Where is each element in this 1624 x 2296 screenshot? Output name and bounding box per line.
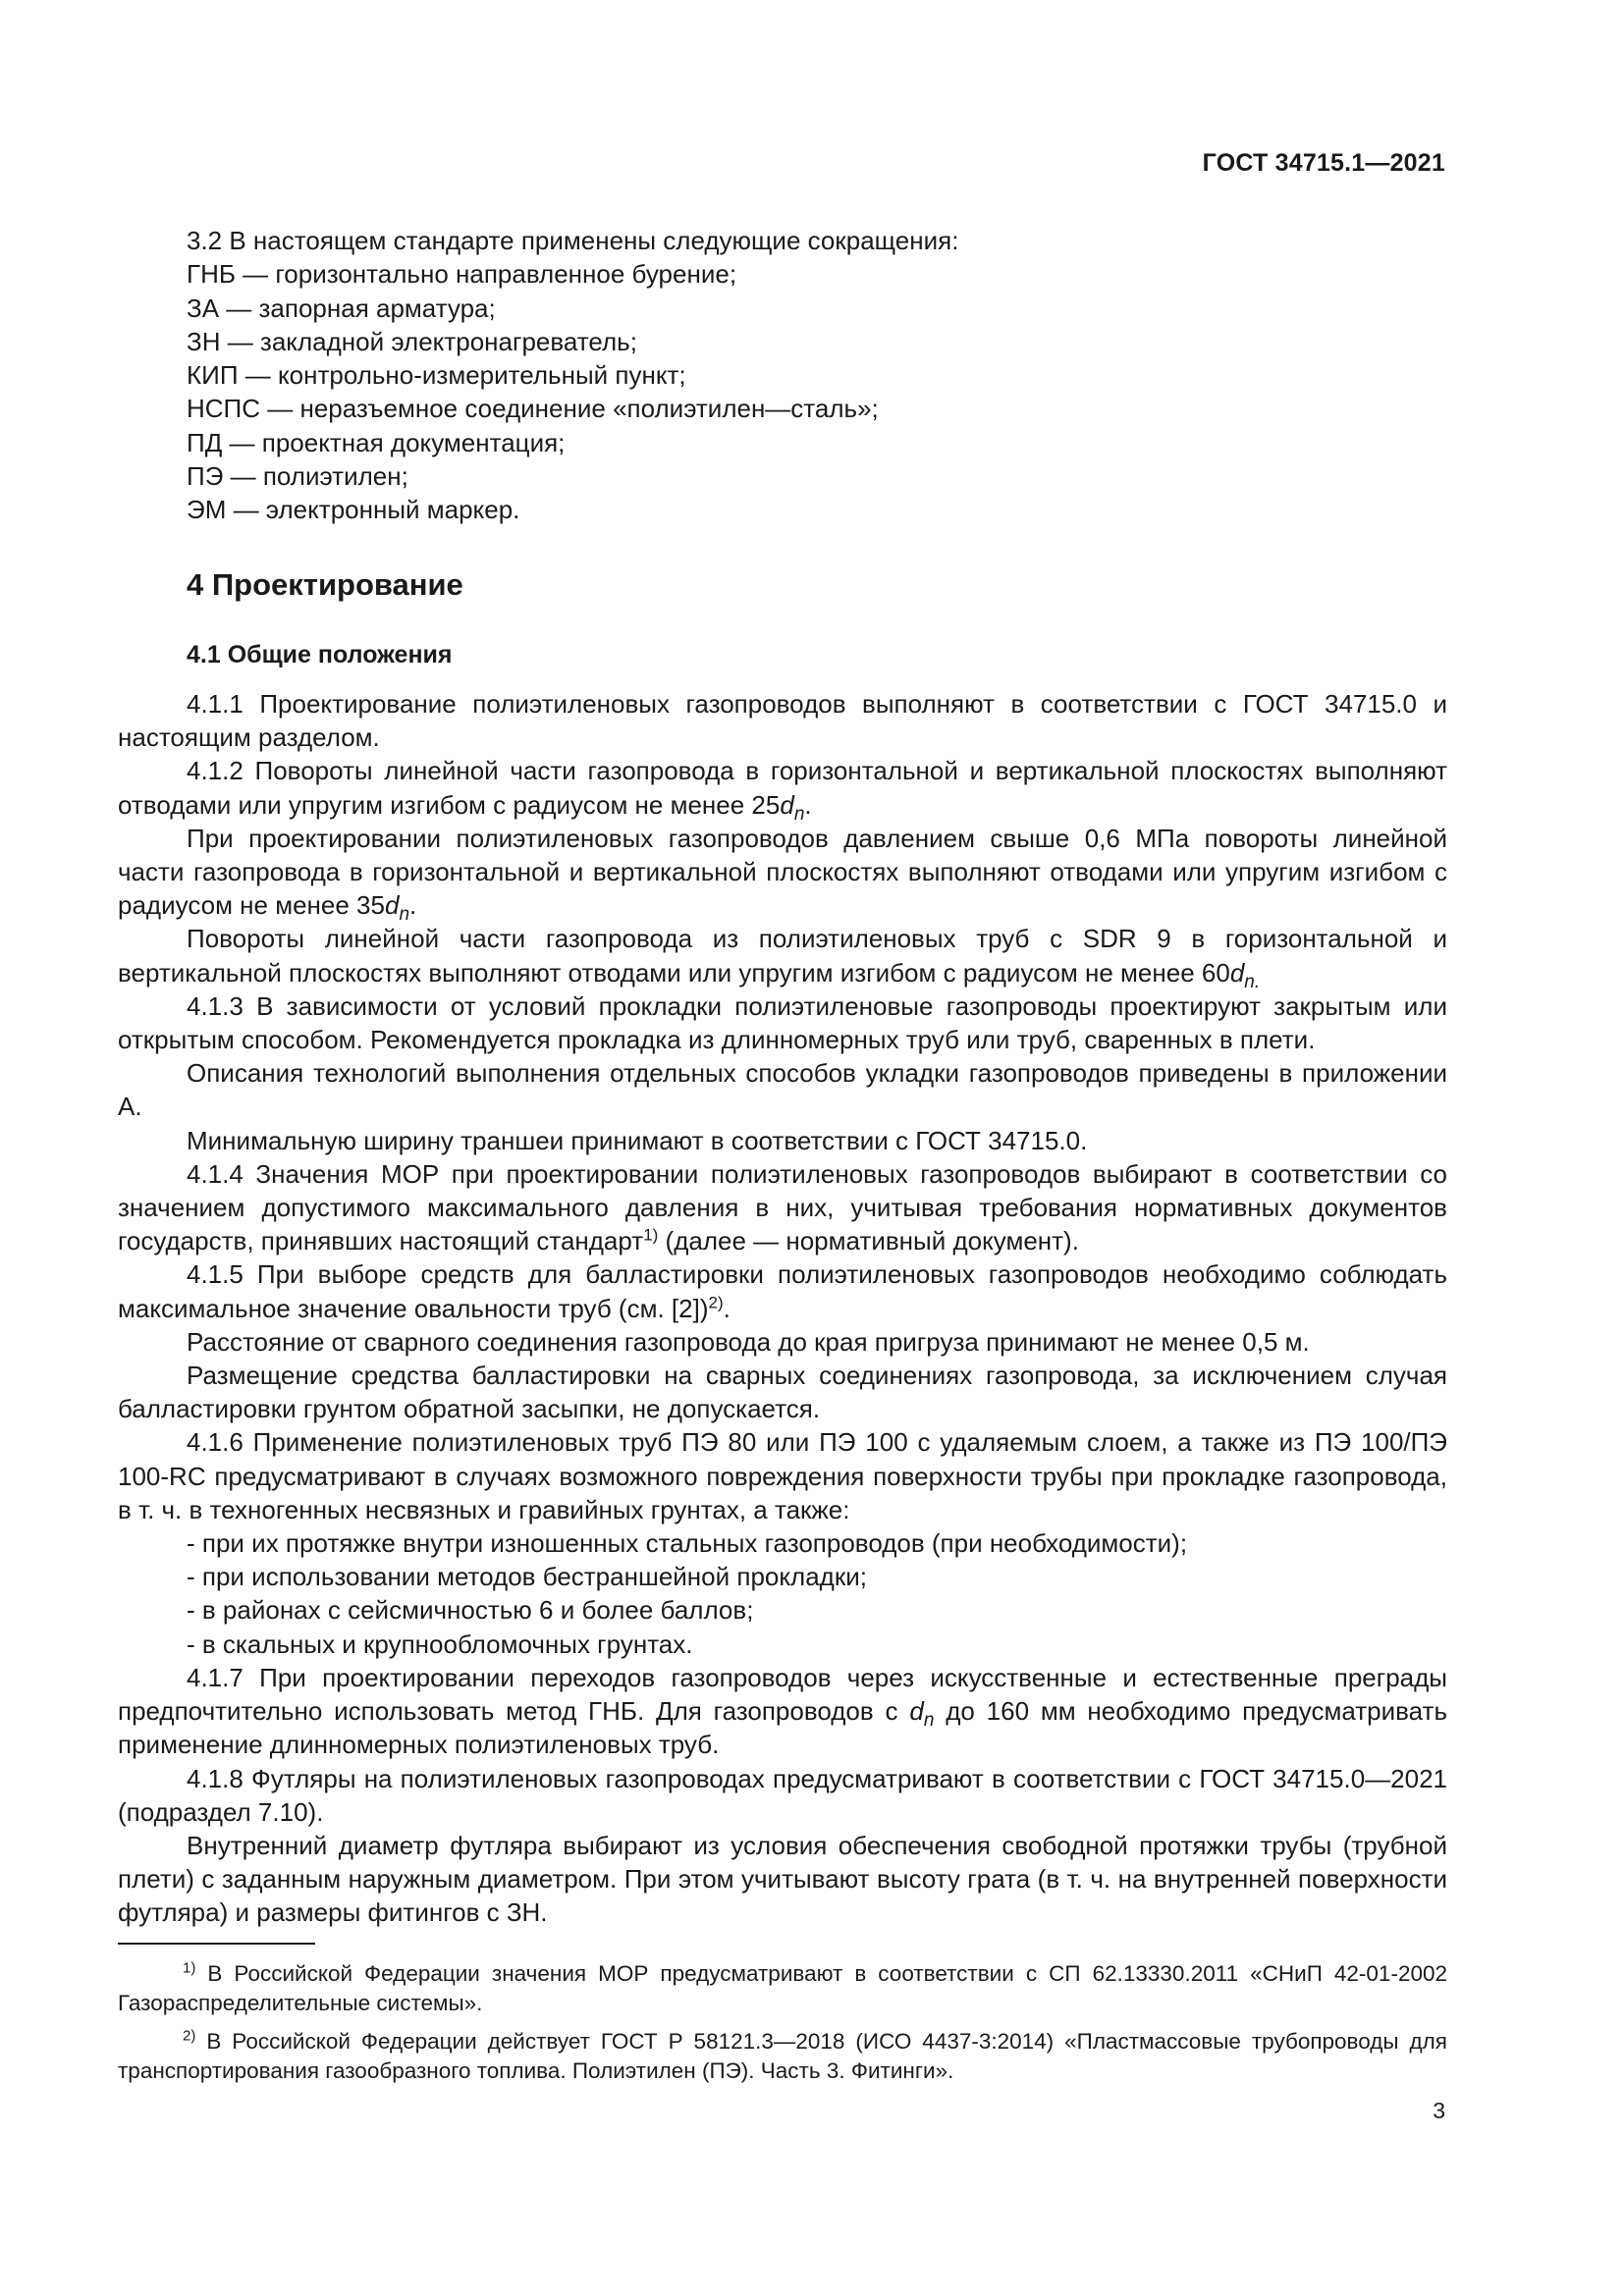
abbreviations-block bbox=[187, 224, 958, 527]
subsection-title: 4.1 Общие положения bbox=[187, 641, 453, 668]
paragraph-text: 4.1.4 Значения МОР при проектировании полиэтиленовых газопроводов выбирают в соответствии со значением допустимого максимального давления в них, учитывая требования нормативных документов государств, принявших настоящий стандарт bbox=[118, 1158, 1447, 1256]
paragraph-4-1-5 bbox=[118, 1257, 1447, 1324]
paragraph-4-1-3: 4.1.3 В зависимости от условий прокладки полиэтиленовые газопроводы проектируют закрытым или открытым способом. Рекомендуется прокладка из длинномерных труб или труб, сваренных в плети. bbox=[118, 990, 1447, 1055]
body-text bbox=[118, 687, 1447, 1930]
period: . bbox=[804, 789, 812, 820]
section-title: 4 Проектирование bbox=[187, 567, 463, 602]
period: . bbox=[409, 890, 417, 921]
abbreviation-item: ЗА — запорная арматура; bbox=[187, 293, 496, 323]
variable-d: d bbox=[384, 890, 400, 921]
list-item: - при их протяжке внутри изношенных стальных газопроводов (при необходимости); bbox=[187, 1528, 1188, 1559]
footnote-mark: 1) bbox=[183, 1959, 196, 1977]
abbreviation-item: ПЭ — полиэтилен; bbox=[187, 461, 408, 492]
paragraph-4-1-2-c bbox=[118, 922, 1447, 992]
paragraph-4-1-2-b bbox=[118, 822, 1447, 926]
subscript-n: n bbox=[399, 904, 410, 926]
paragraph-4-1-7 bbox=[118, 1661, 1447, 1762]
period: . bbox=[1254, 971, 1261, 992]
footnote-ref-1: 1) bbox=[643, 1225, 659, 1245]
abbreviation-item: ЭМ — электронный маркер. bbox=[187, 495, 520, 525]
abbreviation-item: ЗН — закладной электронагреватель; bbox=[187, 326, 637, 356]
paragraph-4-1-3-b: Описания технологий выполнения отдельных способов укладки газопроводов приведены в приложении А. bbox=[118, 1058, 1447, 1122]
abbreviations-intro: 3.2 В настоящем стандарте применены следующие сокращения: bbox=[187, 226, 959, 255]
list-item: - в скальных и крупнообломочных грунтах. bbox=[187, 1629, 693, 1659]
paragraph-4-1-6: 4.1.6 Применение полиэтиленовых труб ПЭ 80 или ПЭ 100 с удаляемым слоем, а также из ПЭ 100/ПЭ 100-RC предусматривают в случаях возможного повреждения поверхности трубы при прокладке газопровода, в т. ч. в техногенных несвязных и гравийных грунтах, а также: bbox=[118, 1427, 1447, 1524]
paragraph-text: до 160 мм необходимо предусматривать применение длинномерных полиэтиленовых труб. bbox=[118, 1696, 1447, 1760]
footnote-text: В Российской Федерации действует ГОСТ Р 58121.3—2018 (ИСО 4437-3:2014) «Пластмассовые трубопроводы для транспортирования газообразного топлива. Полиэтилен (ПЭ). Часть 3. Фитинги». bbox=[118, 2029, 1447, 2083]
paragraph-text: (далее — нормативный документ). bbox=[658, 1226, 1079, 1256]
variable-d: d bbox=[1229, 957, 1245, 988]
paragraph-text: При проектировании полиэтиленовых газопроводов давлением свыше 0,6 МПа повороты линейной части газопровода в горизонтальной и вертикальной плоскостях выполняют отводами или упругим изгибом с радиусом не менее 35 bbox=[118, 823, 1447, 921]
document-code-header: ГОСТ 34715.1—2021 bbox=[1202, 149, 1445, 177]
footnote-separator bbox=[118, 1943, 315, 1945]
period: . bbox=[723, 1293, 731, 1323]
abbreviation-item: ПД — проектная документация; bbox=[187, 427, 566, 457]
paragraph-text: Повороты линейной части газопровода из полиэтиленовых труб с SDR 9 в горизонтальной и вертикальной плоскостях выполняют отводами или упругим изгибом с радиусом не менее 60 bbox=[118, 924, 1447, 988]
paragraph-4-1-3-c: Минимальную ширину траншеи принимают в соответствии с ГОСТ 34715.0. bbox=[187, 1125, 1088, 1155]
paragraph-4-1-2 bbox=[118, 754, 1447, 825]
abbreviation-item: ГНБ — горизонтально направленное бурение; bbox=[187, 259, 737, 290]
variable-d: d bbox=[909, 1696, 924, 1727]
footnote-ref-2: 2) bbox=[708, 1293, 724, 1311]
paragraph-4-1-1: 4.1.1 Проектирование полиэтиленовых газопроводов выполняют в соответствии с ГОСТ 34715.0 и настоящим разделом. bbox=[118, 689, 1447, 753]
abbreviation-item: КИП — контрольно-измерительный пункт; bbox=[187, 360, 686, 391]
footnote-1 bbox=[118, 1959, 1447, 2018]
list-item: - в районах с сейсмичностью 6 и более баллов; bbox=[187, 1595, 754, 1626]
subscript-n: n bbox=[1244, 971, 1255, 992]
footnote-text: В Российской Федерации значения МОР предусматривают в соответствии с СП 62.13330.2011 «СНиП 42-01-2002 Газораспределительные системы». bbox=[118, 1961, 1447, 2015]
paragraph-text: 4.1.7 При проектировании переходов газопроводов через искусственные и естественные преграды предпочтительно использовать метод ГНБ. Для газопроводов с bbox=[118, 1662, 1447, 1727]
subscript-n: n bbox=[923, 1710, 935, 1732]
paragraph-text: 4.1.2 Повороты линейной части газопровода в горизонтальной и вертикальной плоскостях выполняют отводами или упругим изгибом с радиусом не менее 25 bbox=[118, 756, 1447, 820]
footnote-mark: 2) bbox=[183, 2027, 196, 2045]
subscript-n: n bbox=[793, 803, 805, 825]
paragraph-4-1-4 bbox=[118, 1157, 1447, 1258]
paragraph-text: 4.1.5 При выборе средств для балластировки полиэтиленовых газопроводов необходимо соблюдать максимальное значение овальности труб (см. [2]) bbox=[118, 1259, 1447, 1323]
footnote-2 bbox=[118, 2027, 1447, 2086]
paragraph-4-1-8: 4.1.8 Футляры на полиэтиленовых газопроводах предусматривают в соответствии с ГОСТ 34715.0—2021 (подраздел 7.10). bbox=[118, 1763, 1447, 1827]
list-item: - при использовании методов бестраншейной прокладки; bbox=[187, 1562, 867, 1592]
paragraph-4-1-5-c: Размещение средства балластировки на сварных соединениях газопровода, за исключением случая балластировки грунтом обратной засыпки, не допускается. bbox=[118, 1361, 1447, 1424]
page-number: 3 bbox=[1433, 2098, 1445, 2123]
footnotes-block bbox=[118, 1959, 1447, 2095]
variable-d: d bbox=[780, 789, 794, 820]
abbreviation-item: НСПС — неразъемное соединение «полиэтилен—сталь»; bbox=[187, 394, 879, 424]
paragraph-4-1-8-b: Внутренний диаметр футляра выбирают из условия обеспечения свободной протяжки трубы (трубной плети) с заданным наружным диаметром. При этом учитывают высоту грата (в т. ч. на внутренней поверхности футляра) и размеры фитингов с ЗН. bbox=[118, 1830, 1447, 1928]
paragraph-4-1-5-b: Расстояние от сварного соединения газопровода до края пригруза принимают не менее 0,5 м. bbox=[187, 1326, 1310, 1357]
